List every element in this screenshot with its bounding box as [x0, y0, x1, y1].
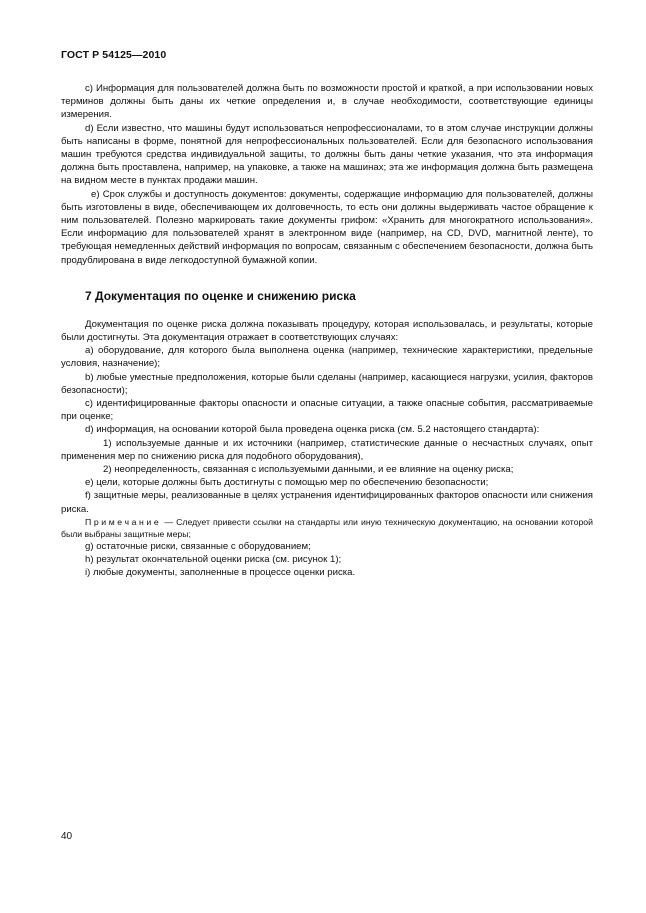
paragraph-d: d) Если известно, что машины будут использоваться непрофессионалами, то в этом случае инструкции должны быть написаны в форме, понятной для непрофессиональных пользователей. Если для безопасного использования машин требуются средства индивидуальной защиты, то должны быть даны четкие указания, что эта информация должна быть проставлена, например, на упаковке, а также на машинах; эта же информация должна быть размещена на видном месте в пунктах продажи машин.: [61, 122, 593, 187]
list-item-h: h) результат окончательной оценки риска (см. рисунок 1);: [85, 554, 342, 566]
note: [61, 516, 593, 540]
list-item-f: f) защитные меры, реализованные в целях устранения идентифицированных факторов опасности или снижения риска.: [61, 490, 593, 515]
list-item-d1: 1) используемые данные и их источники (например, статистические данные о несчастных случаях, опыт применения мер по снижению риска для подобного оборудования),: [61, 437, 593, 462]
document-body: [61, 82, 593, 580]
page-number: 40: [61, 831, 73, 842]
list-item-d2: 2) неопределенность, связанная с используемыми данными, и ее влияние на оценку риска;: [103, 464, 514, 476]
list-item-g: g) остаточные риски, связанные с оборудованием;: [85, 540, 311, 552]
list-item-a: a) оборудование, для которого была выполнена оценка (например, технические характеристики, предельные условия, назначение);: [61, 345, 593, 370]
list-item-d: d) информация, на основании которой была проведена оценка риска (см. 5.2 настоящего стандарта):: [85, 424, 540, 436]
document-header: ГОСТ Р 54125—2010: [61, 49, 167, 61]
list-item-b: b) любые уместные предположения, которые были сделаны (например, касающиеся нагрузки, усилия, факторов безопасности);: [61, 371, 593, 396]
list-item-c: c) идентифицированные факторы опасности и опасные ситуации, а также опасные события, рассматриваемые при оценке;: [61, 398, 593, 423]
note-label: Примечание: [85, 516, 162, 527]
paragraph-c: c) Информация для пользователей должна быть по возможности простой и краткой, а при использовании новых терминов должны быть даны их четкие определения и, в случае необходимости, соответствующие единицы измерения.: [61, 83, 593, 121]
paragraph-e: e) Срок службы и доступность документов: документы, содержащие информацию для пользователей, должны быть изготовлены в виде, обеспечивающем их долговечность, то есть они должны выдерживать частое обращение к ним пользователей. Полезно маркировать такие документы грифом: «Хранить для многократного использования». Если информацию для пользователей хранят в электронном виде (например, на CD, DVD, магнитной ленте), то требующая немедленных действий информация по вопросам, связанным с обеспечением безопасности, должна быть продублирована в виде легкодоступной бумажной копии.: [61, 188, 593, 266]
section-intro: Документация по оценке риска должна показывать процедуру, которая использовалась, и результаты, которые были достигнуты. Эта документация отражает в соответствующих случаях:: [61, 318, 593, 344]
note-text: — Следует привести ссылки на стандарты или иную техническую документацию, на основании которой были выбраны защитные меры;: [61, 516, 593, 539]
list-item-e: e) цели, которые должны быть достигнуты с помощью мер по обеспечению безопасности;: [85, 477, 489, 489]
section-heading: 7 Документация по оценке и снижению риска: [85, 288, 356, 303]
list-item-i: i) любые документы, заполненные в процессе оценки риска.: [85, 567, 356, 579]
